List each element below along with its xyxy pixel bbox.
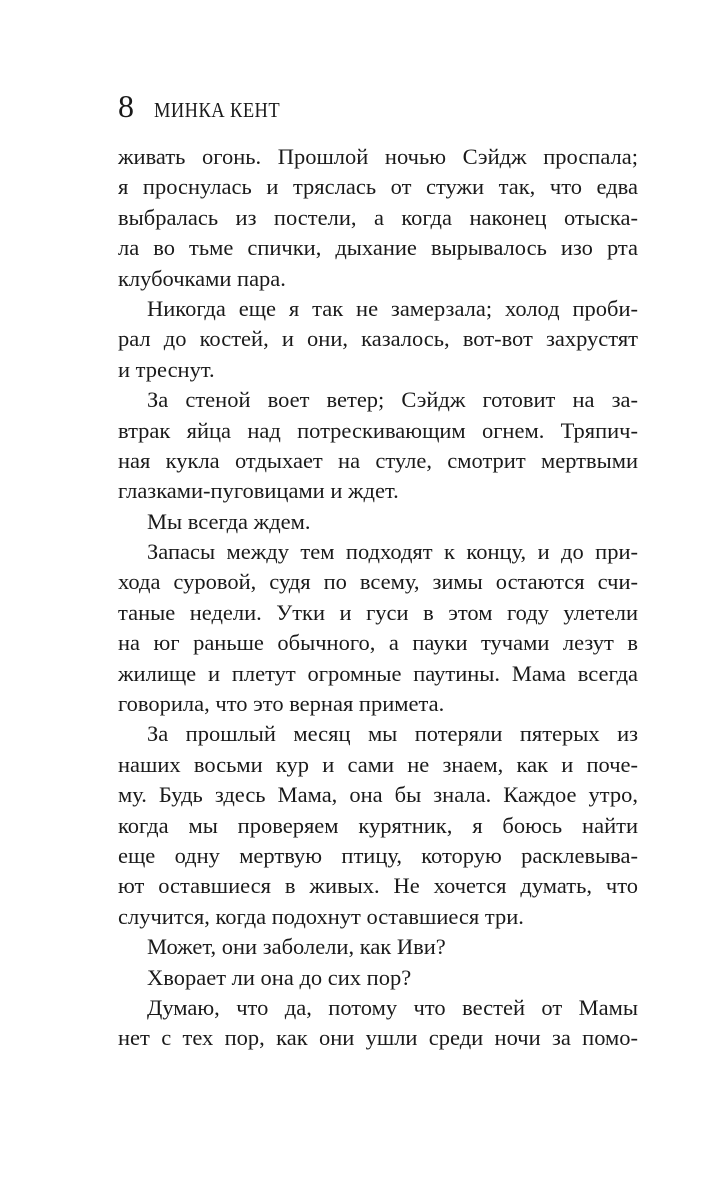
- paragraph: [118, 963, 638, 993]
- text-line: Хворает ли она до сих пор?: [147, 964, 412, 990]
- text-line: глазками-пуговицами и ждет.: [118, 478, 399, 504]
- paragraph: [118, 294, 638, 385]
- paragraph: [118, 932, 638, 962]
- text-line: хода суровой, судя по всему, зимы остаются счи-: [118, 569, 638, 595]
- text-line: клубочками пара.: [118, 265, 286, 291]
- text-line: му. Будь здесь Мама, она бы знала. Каждое утро,: [118, 782, 638, 808]
- paragraph: [118, 507, 638, 537]
- text-line: рал до костей, и они, казалось, вот-вот захрустят: [118, 326, 638, 352]
- body-text: [118, 142, 638, 1054]
- text-line: наших восьми кур и сами не знаем, как и поче-: [118, 751, 638, 777]
- text-line: выбралась из постели, а когда наконец отыска-: [118, 204, 638, 230]
- page-number: 8: [118, 88, 134, 124]
- text-line: я проснулась и тряслась от стужи так, что едва: [118, 174, 638, 200]
- text-line: когда мы проверяем курятник, я боюсь найти: [118, 812, 638, 838]
- paragraph: [118, 537, 638, 719]
- text-line: ют оставшиеся в живых. Не хочется думать, что: [118, 873, 638, 899]
- text-line: жилище и плетут огромные паутины. Мама всегда: [118, 660, 638, 686]
- running-head: МИНКА КЕНТ: [154, 98, 281, 122]
- paragraph: [118, 993, 638, 1054]
- text-line: на юг раньше обычного, а пауки тучами лезут в: [118, 630, 638, 656]
- text-line: нет с тех пор, как они ушли среди ночи за помо-: [118, 1025, 638, 1051]
- paragraph: [118, 385, 638, 507]
- text-line: ла во тьме спички, дыхание вырывалось изо рта: [118, 235, 638, 261]
- text-line: Мы всегда ждем.: [147, 508, 311, 534]
- text-line: еще одну мертвую птицу, которую расклевыва-: [118, 842, 638, 868]
- text-line: случится, когда подохнут оставшиеся три.: [118, 903, 524, 929]
- text-line: За прошлый месяц мы потеряли пятерых из: [147, 721, 638, 747]
- text-line: ная кукла отдыхает на стуле, смотрит мертвыми: [118, 447, 638, 473]
- text-line: Думаю, что да, потому что вестей от Мамы: [147, 994, 638, 1020]
- text-line: Может, они заболели, как Иви?: [147, 934, 446, 960]
- text-line: говорила, что это верная примета.: [118, 691, 445, 717]
- page-header: [118, 86, 297, 126]
- text-line: втрак яйца над потрескивающим огнем. Тряпич-: [118, 417, 638, 443]
- text-line: живать огонь. Прошлой ночью Сэйдж проспала;: [118, 144, 638, 169]
- paragraph: [118, 142, 638, 294]
- text-line: Никогда еще я так не замерзала; холод проби-: [147, 295, 638, 321]
- text-line: таные недели. Утки и гуси в этом году улетели: [118, 599, 638, 625]
- text-line: и треснут.: [118, 356, 215, 382]
- text-line: За стеной воет ветер; Сэйдж готовит на за-: [147, 387, 638, 413]
- text-line: Запасы между тем подходят к концу, и до при-: [147, 539, 638, 565]
- paragraph: [118, 719, 638, 932]
